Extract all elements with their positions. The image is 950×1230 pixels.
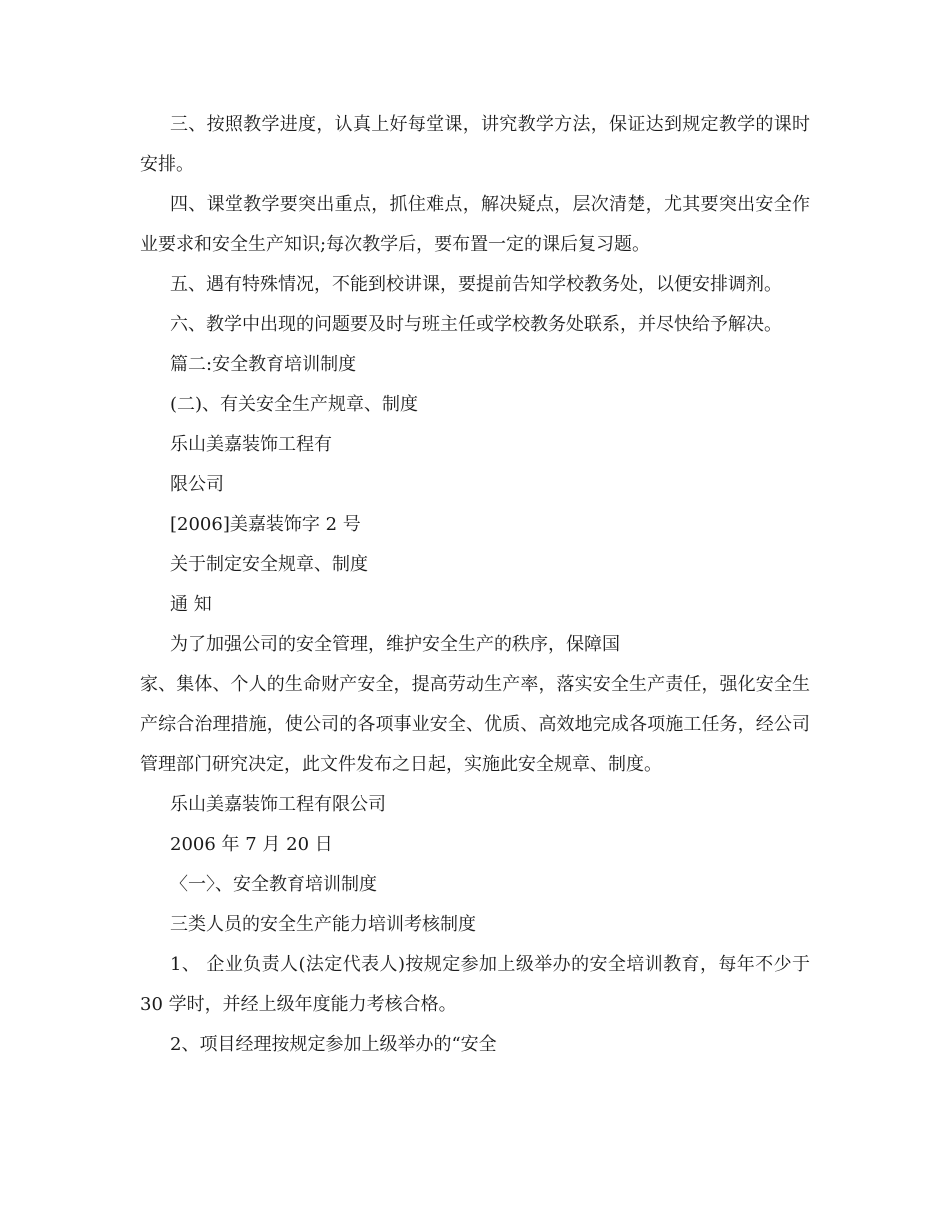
- section-heading-part-two: 篇二:安全教育培训制度: [170, 354, 357, 375]
- document-body: [140, 105, 810, 1065]
- paragraph-item-1: 1、 企业负责人(法定代表人)按规定参加上级举办的安全培训教育，每年不少于 30 学时，并经上级年度能力考核合格。: [140, 954, 810, 1015]
- notice-body: 家、集体、个人的生命财产安全，提高劳动生产率，落实安全生产责任，强化安全生产综合治理措施，使公司的各项事业安全、优质、高效地完成各项施工任务，经公司管理部门研究决定，此文件发布之日起，实施此安全规章、制度。: [140, 674, 810, 775]
- notice-intro-line: 为了加强公司的安全管理，维护安全生产的秩序，保障国: [170, 634, 620, 655]
- company-name-line-2: 限公司: [170, 474, 224, 495]
- paragraph-teaching-schedule: 三、按照教学进度，认真上好每堂课，讲究教学方法，保证达到规定教学的课时安排。: [140, 114, 810, 175]
- notice-title: 通 知: [170, 594, 212, 615]
- signature-company: 乐山美嘉装饰工程有限公司: [170, 794, 386, 815]
- paragraph-item-2: 2、项目经理按规定参加上级举办的“安全: [170, 1034, 497, 1055]
- document-number: [2006]美嘉装饰字 2 号: [170, 514, 361, 535]
- company-name-line-1: 乐山美嘉装饰工程有: [170, 434, 332, 455]
- notice-subject: 关于制定安全规章、制度: [170, 554, 368, 575]
- subsection-heading-training: 〈一〉、安全教育培训制度: [170, 874, 377, 895]
- subsection-heading-regulations: (二)、有关安全生产规章、制度: [170, 394, 419, 415]
- paragraph-special-circumstances: 五、遇有特殊情况，不能到校讲课，要提前告知学校教务处，以便安排调剂。: [170, 274, 782, 295]
- signature-date: 2006 年 7 月 20 日: [170, 834, 333, 855]
- paragraph-key-points: 四、课堂教学要突出重点，抓住难点，解决疑点，层次清楚，尤其要突出安全作业要求和安全生产知识;每次教学后，要布置一定的课后复习题。: [140, 194, 810, 255]
- training-system-title: 三类人员的安全生产能力培训考核制度: [170, 914, 476, 935]
- paragraph-problem-contact: 六、教学中出现的问题要及时与班主任或学校教务处联系，并尽快给予解决。: [170, 314, 782, 335]
